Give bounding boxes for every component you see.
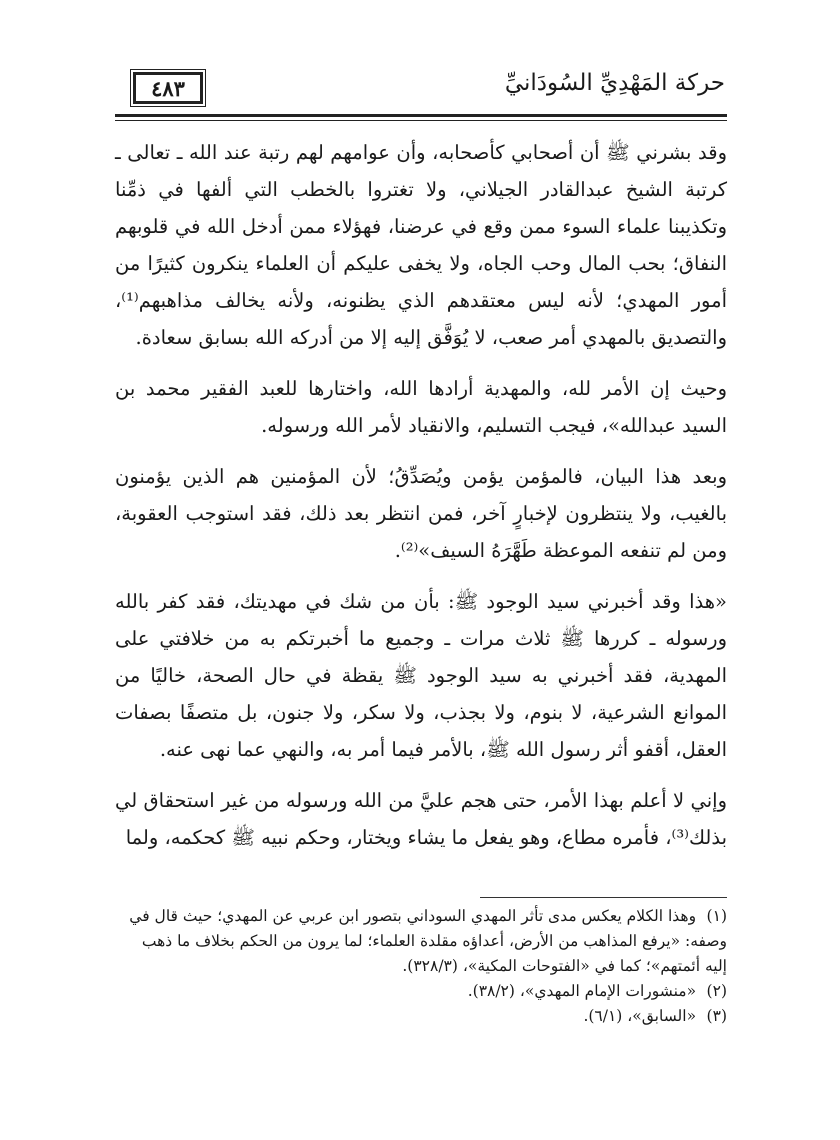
footnote-number: (٣) [706,1007,727,1025]
paragraph: وبعد هذا البيان، فالمؤمن يؤمن ويُصَدِّقُ؛ لأن المؤمنين هم الذين يؤمنون بالغيب، ولا ينتظرون لإخبارٍ آخر، فمن انتظر بعد ذلك، فقد استوجب العقوبة، ومن لم تنفعه الموعظة طَهَّرَهُ السيف»⁽²⁾. [115,465,727,562]
footnote-number: (٢) [706,982,727,1000]
page-number: ٤٨٣ [133,72,203,104]
paragraph: «هذا وقد أخبرني سيد الوجود ﷺ: بأن من شك في مهديتك، فقد كفر بالله ورسوله ـ كررها ﷺ ثلاث مرات ـ وجميع ما أخبرتكم به من خلافتي على المهدية، فقد أخبرني به سيد الوجود ﷺ يقظة في حال الصحة، خاليًا من الموانع الشرعية، لا بنوم، ولا بجذب، ولا سكر، ولا جنون، بل متصفًا بصفات العقل، أقفو أثر رسول الله ﷺ، بالأمر فيما أمر به، والنهي عما نهى عنه. [115,590,727,761]
footnote-item [115,979,727,1004]
paragraph: وقد بشرني ﷺ أن أصحابي كأصحابه، وأن عوامهم لهم رتبة عند الله ـ تعالى ـ كرتبة الشيخ عبدالقادر الجيلاني، ولا تغتروا بالخطب التي ألفها في ذمِّنا وتكذيبنا علماء السوء ممن وقع في عرضنا، فهؤلاء ممن أدخل الله في قلوبهم النفاق؛ بحب المال وحب الجاه، ولا يخفى عليكم أن العلماء ينكرون كثيرًا من أمور المهدي؛ لأنه ليس معتقدهم الذي يظنونه، ولأنه يخالف مذاهبهم⁽¹⁾، والتصديق بالمهدي أمر صعب، لا يُوَفَّق إليه إلا من أدركه الله بسابق سعادة. [115,141,727,349]
page-header [115,66,727,112]
header-rule-thin [115,120,727,121]
running-title: حركة المَهْدِيِّ السُودَانيِّ [504,70,725,96]
footnote-text: «السابق»، (٦/١). [583,1007,697,1025]
footnotes [115,904,727,1029]
footnote-separator [480,897,727,898]
body-text [115,134,727,870]
header-rule-thick [115,114,727,117]
footnote-item [115,1004,727,1029]
paragraph: وحيث إن الأمر لله، والمهدية أرادها الله، واختارها للعبد الفقير محمد بن السيد عبدالله»، فيجب التسليم، والانقياد لأمر الله ورسوله. [115,377,727,437]
footnote-text: وهذا الكلام يعكس مدى تأثر المهدي السوداني بتصور ابن عربي عن المهدي؛ حيث قال في وصفه: «يرفع المذاهب من الأرض، أعداؤه مقلدة العلماء؛ لما يرون من الحكم بخلاف ما ذهب إليه أئمتهم»؛ كما في «الفتوحات المكية»، (٣٢٨/٣). [129,907,727,975]
paragraph: وإني لا أعلم بهذا الأمر، حتى هجم عليَّ من الله ورسوله من غير استحقاق لي بذلك⁽³⁾، فأمره مطاع، وهو يفعل ما يشاء ويختار، وحكم نبيه ﷺ كحكمه، ولما [115,789,727,849]
footnote-item [115,904,727,979]
footnote-number: (١) [706,907,727,925]
footnote-text: «منشورات الإمام المهدي»، (٣٨/٢). [467,982,697,1000]
